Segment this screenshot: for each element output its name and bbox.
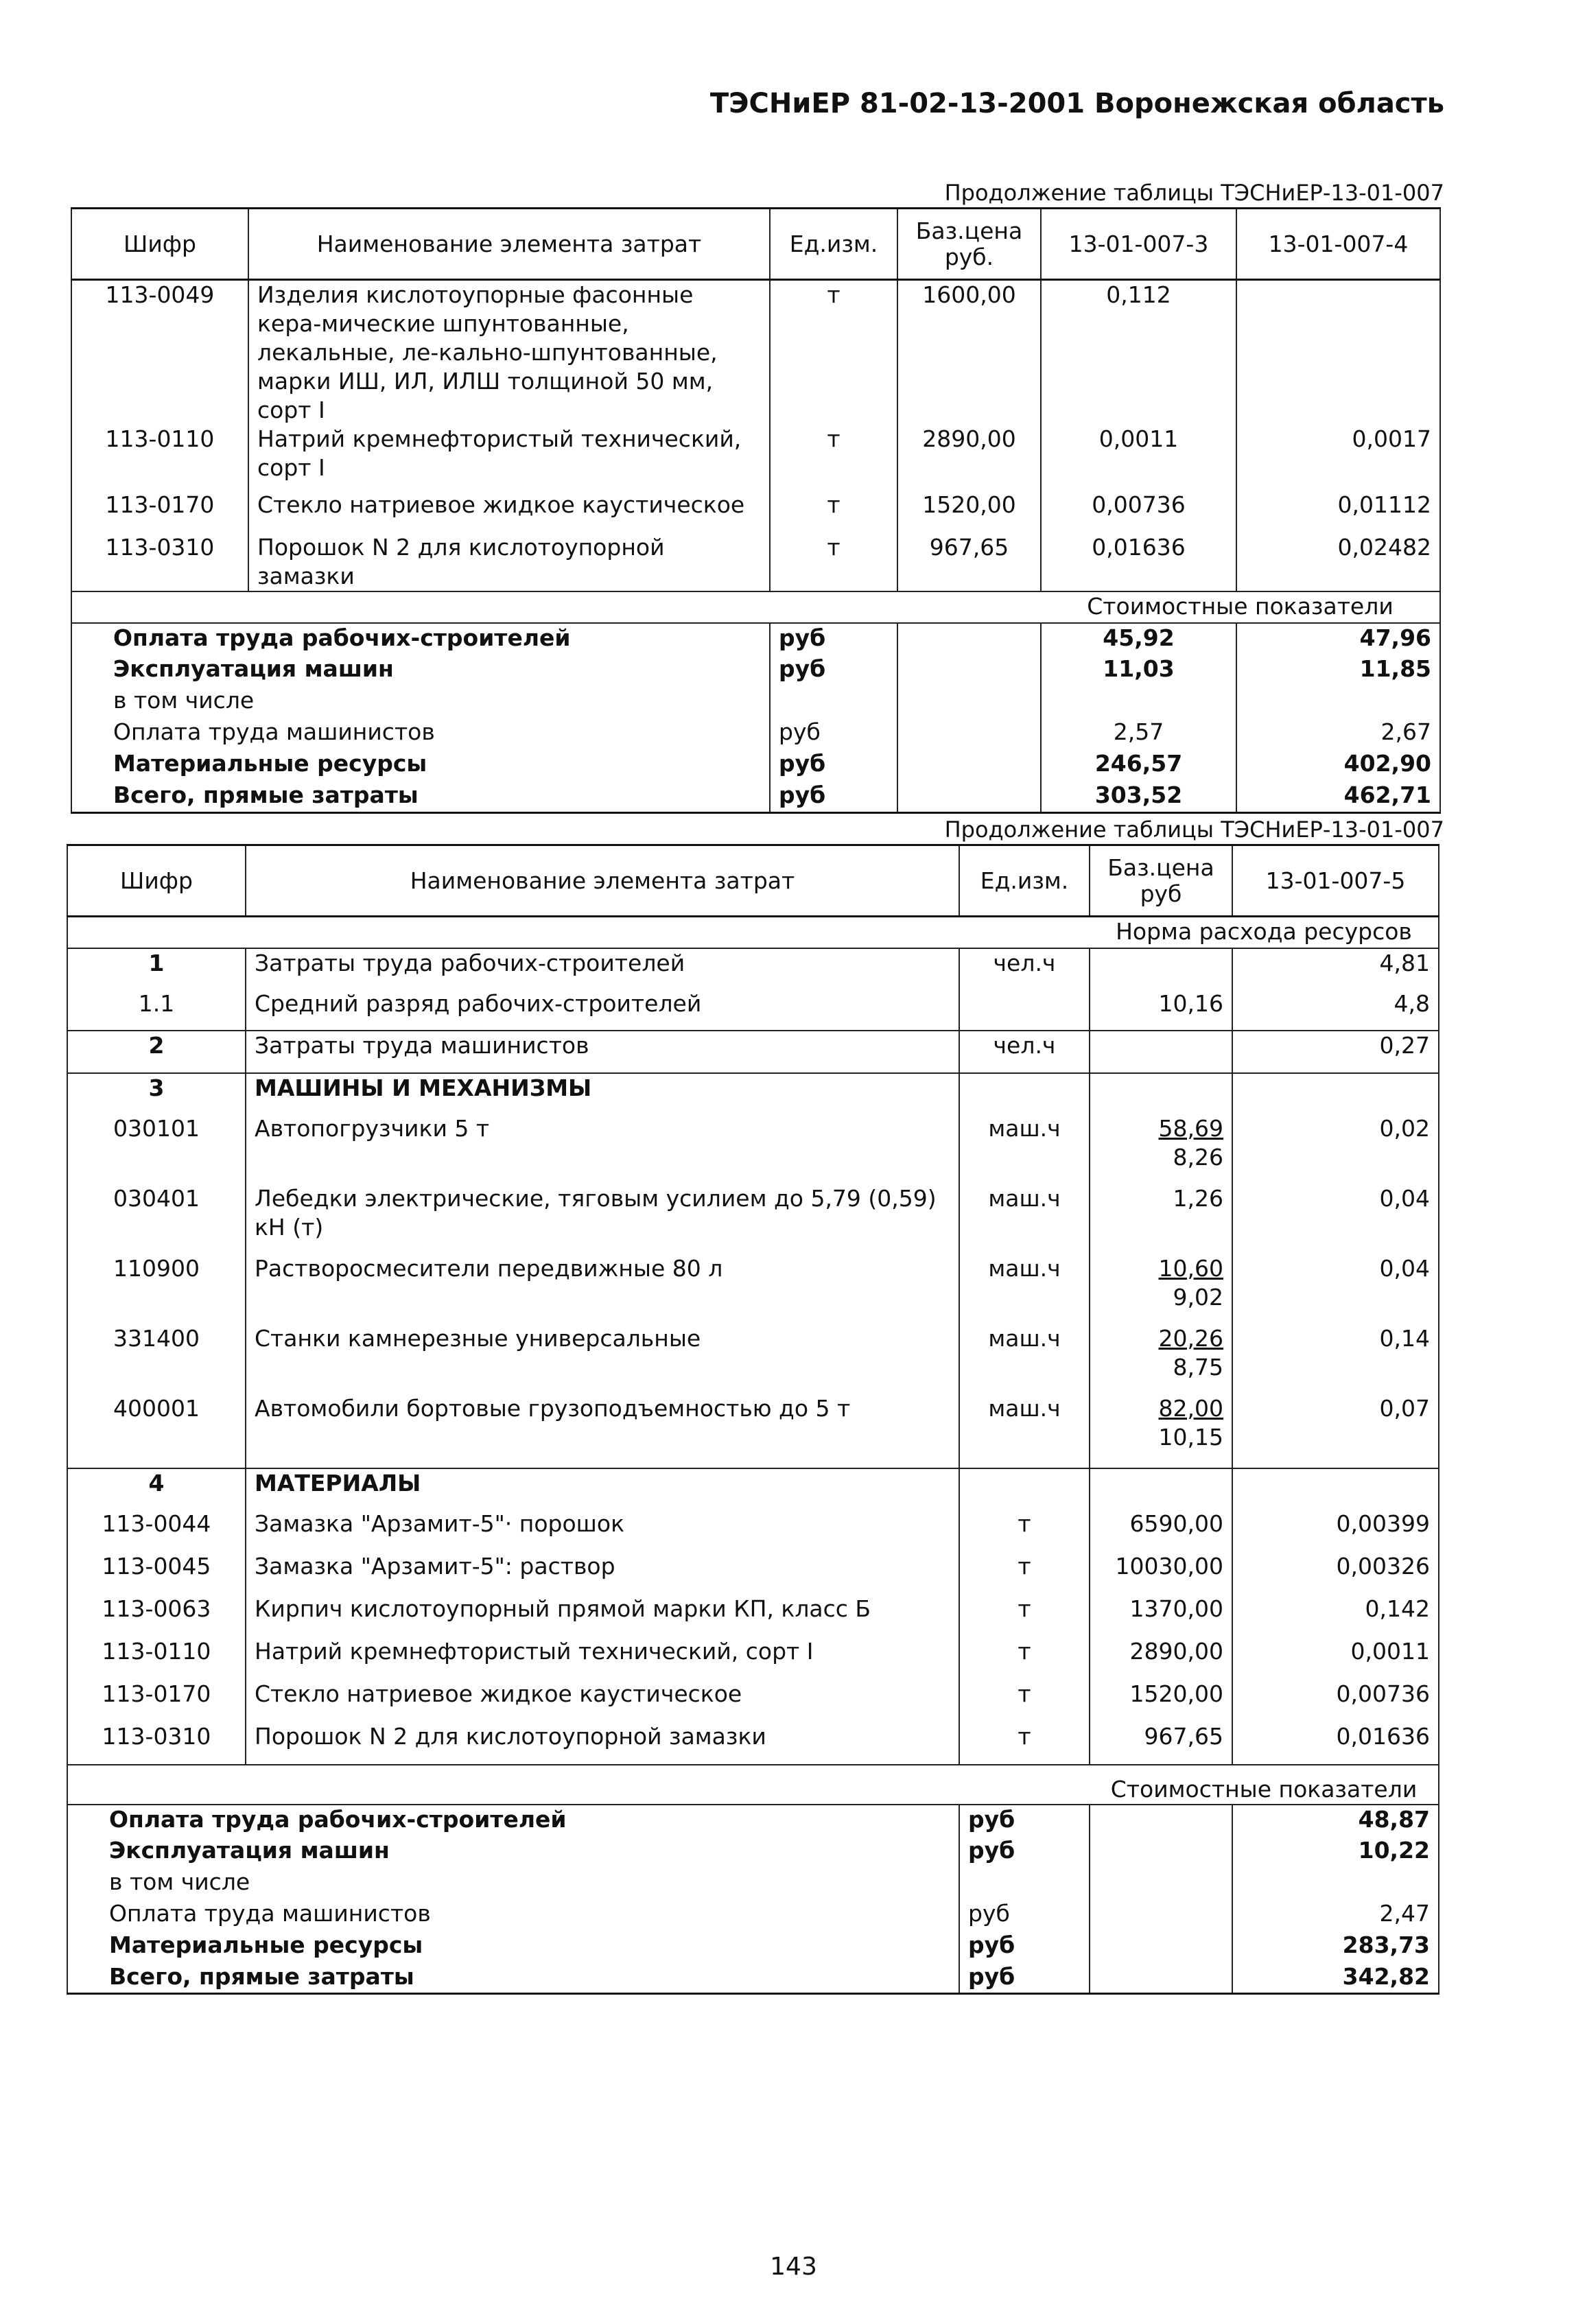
row-code: 113-0045 [67,1552,246,1595]
cost-value: 283,73 [1232,1931,1439,1962]
row-code: 113-0110 [71,425,248,491]
row-unit: маш.ч [959,1394,1090,1468]
row-name: Кирпич кислотоупорный прямой марки КП, класс Б [246,1595,959,1637]
cost-v4: 2,67 [1236,718,1440,749]
row-unit: маш.ч [959,1254,1090,1324]
row-unit: т [770,533,897,591]
cost-unit: руб [959,1931,1090,1962]
table2-col-name: Наименование элемента затрат [246,845,959,917]
row-price: 967,65 [897,533,1041,591]
row-code: 110900 [67,1254,246,1324]
section-title: МАШИНЫ И МЕХАНИЗМЫ [246,1073,959,1114]
row-price: 1,26 [1090,1184,1232,1254]
cost-v3: 303,52 [1041,781,1236,812]
cost-label: Всего, прямые затраты [71,781,770,812]
row-unit: т [770,425,897,491]
row-code: 113-0049 [71,280,248,425]
cost-value: 2,47 [1232,1899,1439,1931]
page-number: 143 [770,2253,817,2281]
row-price: 82,00 [1158,1394,1223,1422]
row-v3: 0,01636 [1041,533,1236,591]
table2-col-unit: Ед.изм. [959,845,1090,917]
cost-label: Материальные ресурсы [67,1931,959,1962]
section-title: МАТЕРИАЛЫ [246,1468,959,1510]
cost-unit: руб [770,623,897,655]
cost-unit: руб [770,781,897,812]
row-price: 58,69 [1158,1114,1223,1142]
table-row [67,1637,1439,1680]
row-value: 0,142 [1232,1595,1439,1637]
cost-row [67,1836,1439,1868]
table2-col-price: Баз.цена руб [1090,845,1232,917]
table-row [67,1324,1439,1394]
cost-row [67,1962,1439,1994]
cost-label: Эксплуатация машин [71,655,770,686]
row-unit: маш.ч [959,1324,1090,1394]
row-v4: 0,0017 [1236,425,1440,491]
table-row [71,425,1440,491]
table1 [71,207,1441,814]
row-v3: 0,0011 [1041,425,1236,491]
row-code: 113-0063 [67,1595,246,1637]
row-unit: т [770,491,897,533]
cost-label: Оплата труда машинистов [67,1899,959,1931]
cost-unit: руб [959,1836,1090,1868]
row-price-secondary: 8,26 [1173,1143,1223,1171]
row-value: 0,04 [1232,1254,1439,1324]
table1-cost-header: Стоимостные показатели [1041,591,1440,623]
row-value: 0,02 [1232,1114,1439,1184]
cost-label: Всего, прямые затраты [67,1962,959,1994]
row-unit: т [959,1637,1090,1680]
row-name: Затраты труда рабочих-строителей [246,948,959,989]
cost-v3: 2,57 [1041,718,1236,749]
table2-caption: Продолжение таблицы ТЭСНиЕР-13-01-007 [944,817,1444,843]
row-price: 20,26 [1158,1324,1223,1352]
section-code: 3 [67,1073,246,1114]
table1-col-code: Шифр [71,209,248,280]
cost-label: Оплата труда рабочих-строителей [67,1805,959,1836]
row-unit: маш.ч [959,1184,1090,1254]
table-row [67,1680,1439,1722]
table-row [67,1254,1439,1324]
cost-v4: 47,96 [1236,623,1440,655]
table-row [67,1595,1439,1637]
table1-col-unit: Ед.изм. [770,209,897,280]
row-price: 10,60 [1158,1254,1223,1282]
row-code: 113-0310 [71,533,248,591]
row-v3: 0,112 [1041,280,1236,425]
row-price: 1600,00 [897,280,1041,425]
row-value: 4,81 [1232,948,1439,989]
cost-row [67,1931,1439,1962]
table1-col-v3: 13-01-007-3 [1041,209,1236,280]
row-code: 030401 [67,1184,246,1254]
row-name: Натрий кремнефтористый технический, сорт I [248,425,770,491]
table-row [67,1552,1439,1595]
cost-row [71,749,1440,781]
cost-value: 342,82 [1232,1962,1439,1994]
row-name: Лебедки электрические, тяговым усилием до 5,79 (0,59) кН (т) [246,1184,959,1254]
table-row [67,1510,1439,1552]
row-name: Натрий кремнефтористый технический, сорт I [246,1637,959,1680]
row-value: 0,07 [1232,1394,1439,1468]
cost-label: в том числе [71,686,770,718]
row-code: 113-0170 [67,1680,246,1722]
cost-unit: руб [770,655,897,686]
row-price-secondary: 9,02 [1173,1283,1223,1311]
cost-v4: 402,90 [1236,749,1440,781]
table2-col-v5: 13-01-007-5 [1232,845,1439,917]
row-unit: чел.ч [959,1031,1090,1073]
row-value: 0,27 [1232,1031,1439,1073]
cost-unit: руб [770,718,897,749]
row-name: Средний разряд рабочих-строителей [246,989,959,1031]
cost-v3: 11,03 [1041,655,1236,686]
row-value: 0,01636 [1232,1722,1439,1765]
row-price: 1370,00 [1090,1595,1232,1637]
row-v4 [1236,280,1440,425]
row-value: 0,14 [1232,1324,1439,1394]
table2-col-code: Шифр [67,845,246,917]
table-row [67,948,1439,989]
row-price: 1520,00 [897,491,1041,533]
table1-col-name: Наименование элемента затрат [248,209,770,280]
cost-row [71,623,1440,655]
table-row [67,1184,1439,1254]
cost-v3: 246,57 [1041,749,1236,781]
row-price: 1520,00 [1090,1680,1232,1722]
cost-row [67,1805,1439,1836]
table-row [71,491,1440,533]
row-code: 113-0110 [67,1637,246,1680]
row-unit: т [959,1680,1090,1722]
row-code: 1.1 [67,989,246,1031]
row-price: 6590,00 [1090,1510,1232,1552]
row-value: 0,0011 [1232,1637,1439,1680]
cost-label: Материальные ресурсы [71,749,770,781]
cost-unit: руб [770,749,897,781]
row-code: 113-0310 [67,1722,246,1765]
row-price: 967,65 [1090,1722,1232,1765]
row-value: 0,00399 [1232,1510,1439,1552]
table1-col-price: Баз.цена руб. [897,209,1041,280]
cost-label: Оплата труда рабочих-строителей [71,623,770,655]
table2-cost-header: Стоимостные показатели [1090,1765,1439,1805]
cost-row [71,655,1440,686]
row-code: 1 [67,948,246,989]
row-name: Порошок N 2 для кислотоупорной замазки [246,1722,959,1765]
row-price: 10,16 [1090,989,1232,1031]
row-value: 0,00736 [1232,1680,1439,1722]
row-code: 113-0044 [67,1510,246,1552]
cost-row [71,718,1440,749]
row-name: Порошок N 2 для кислотоупорной замазки [248,533,770,591]
row-code: 113-0170 [71,491,248,533]
row-value: 4,8 [1232,989,1439,1031]
cost-row [67,1868,1439,1899]
row-name: Изделия кислотоупорные фасонные кера-мические шпунтованные, лекальные, ле-кально-шпунтованные, марки ИШ, ИЛ, ИЛШ толщиной 50 мм, сорт I [248,280,770,425]
cost-v3: 45,92 [1041,623,1236,655]
table-row [67,1031,1439,1073]
row-price-secondary: 8,75 [1173,1353,1223,1381]
row-name: Стекло натриевое жидкое каустическое [246,1680,959,1722]
table-row [67,989,1439,1031]
table1-col-v4: 13-01-007-4 [1236,209,1440,280]
table1-caption: Продолжение таблицы ТЭСНиЕР-13-01-007 [944,180,1444,206]
row-v3: 0,00736 [1041,491,1236,533]
cost-row [71,781,1440,812]
row-name: Станки камнерезные универсальные [246,1324,959,1394]
cost-v4: 11,85 [1236,655,1440,686]
cost-unit: руб [959,1899,1090,1931]
table2-norm-header: Норма расхода ресурсов [1090,917,1439,948]
section-row [67,1073,1439,1114]
row-code: 030101 [67,1114,246,1184]
table-row [67,1394,1439,1468]
row-code: 331400 [67,1324,246,1394]
row-price: 2890,00 [897,425,1041,491]
row-value: 0,04 [1232,1184,1439,1254]
page-header-title: ТЭСНиЕР 81-02-13-2001 Воронежская область [709,88,1444,119]
table-row [71,533,1440,591]
row-unit: т [959,1722,1090,1765]
row-value: 0,00326 [1232,1552,1439,1595]
row-code: 400001 [67,1394,246,1468]
row-name: Автопогрузчики 5 т [246,1114,959,1184]
cost-label: Оплата труда машинистов [71,718,770,749]
table-row [67,1114,1439,1184]
row-name: Замазка "Арзамит-5"· порошок [246,1510,959,1552]
row-name: Автомобили бортовые грузоподъемностью до 5 т [246,1394,959,1468]
row-unit: т [770,280,897,425]
row-unit: чел.ч [959,948,1090,989]
row-code: 2 [67,1031,246,1073]
table2 [67,844,1439,1995]
row-name: Замазка "Арзамит-5": раствор [246,1552,959,1595]
cost-value: 48,87 [1232,1805,1439,1836]
cost-v4: 462,71 [1236,781,1440,812]
section-code: 4 [67,1468,246,1510]
section-row [67,1468,1439,1510]
cost-row [71,686,1440,718]
table-row [71,280,1440,425]
cost-label: в том числе [67,1868,959,1899]
row-name: Затраты труда машинистов [246,1031,959,1073]
row-name: Стекло натриевое жидкое каустическое [248,491,770,533]
row-price: 2890,00 [1090,1637,1232,1680]
row-name: Растворосмесители передвижные 80 л [246,1254,959,1324]
row-price-secondary: 10,15 [1158,1423,1223,1451]
row-unit: т [959,1595,1090,1637]
cost-unit: руб [959,1962,1090,1994]
row-unit: маш.ч [959,1114,1090,1184]
row-v4: 0,01112 [1236,491,1440,533]
cost-unit: руб [959,1805,1090,1836]
cost-label: Эксплуатация машин [67,1836,959,1868]
row-price: 10030,00 [1090,1552,1232,1595]
table-row [67,1722,1439,1765]
row-unit: т [959,1552,1090,1595]
row-v4: 0,02482 [1236,533,1440,591]
cost-value: 10,22 [1232,1836,1439,1868]
cost-row [67,1899,1439,1931]
row-unit: т [959,1510,1090,1552]
